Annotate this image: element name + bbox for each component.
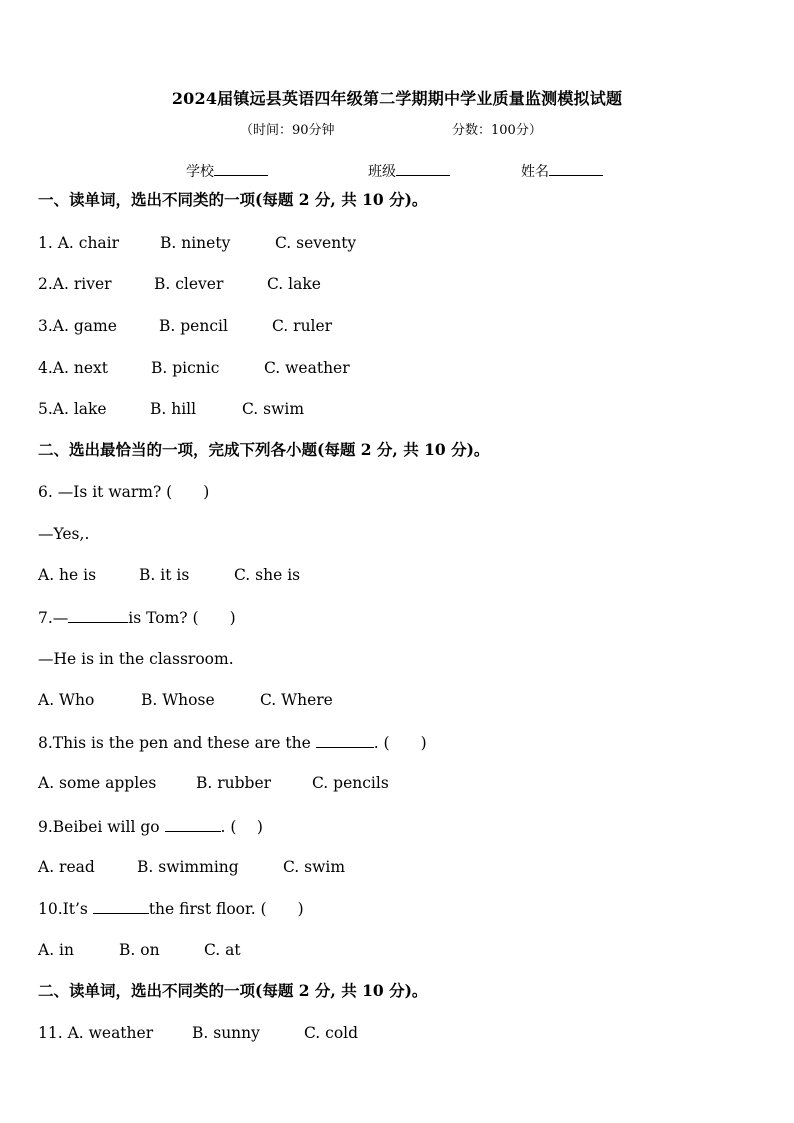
option-c: C. swim bbox=[242, 400, 305, 418]
option-c: C. at bbox=[204, 941, 241, 959]
stem-end: . ( ) bbox=[373, 734, 427, 752]
stem-start: 9.Beibei will go bbox=[38, 818, 165, 836]
question-number: 4. bbox=[38, 359, 53, 377]
option-b: B. on bbox=[119, 941, 160, 959]
question-10-options bbox=[38, 940, 738, 960]
option-a: A. some apples bbox=[38, 774, 157, 792]
option-a: A. in bbox=[38, 941, 74, 959]
option-b: B. hill bbox=[150, 400, 197, 418]
option-a: A. he is bbox=[38, 566, 97, 584]
option-c: C. pencils bbox=[312, 774, 389, 792]
class-label: 班级 bbox=[368, 164, 396, 180]
question-8-options bbox=[38, 773, 738, 793]
stem-end: the first floor. ( ) bbox=[148, 900, 304, 918]
class-field bbox=[368, 161, 450, 181]
section-2-heading: 二、选出最恰当的一项，完成下列各小题(每题 2 分, 共 10 分)。 bbox=[38, 440, 490, 459]
option-b: B. sunny bbox=[192, 1024, 260, 1042]
answer-blank[interactable] bbox=[68, 607, 128, 623]
class-blank[interactable] bbox=[396, 162, 450, 176]
option-b: B. rubber bbox=[196, 774, 272, 792]
question-number: 5. bbox=[38, 400, 53, 418]
question-3 bbox=[38, 316, 738, 336]
question-10-stem bbox=[38, 898, 304, 919]
name-blank[interactable] bbox=[549, 162, 603, 176]
option-c: C. cold bbox=[304, 1024, 359, 1042]
stem-start: 10.It’s bbox=[38, 900, 93, 918]
option-c: C. weather bbox=[264, 359, 350, 377]
exam-score: 分数：100分） bbox=[452, 123, 542, 138]
option-c: C. swim bbox=[283, 858, 346, 876]
option-c: C. seventy bbox=[275, 234, 357, 252]
option-a: A. river bbox=[52, 275, 112, 293]
section-1-heading: 一、读单词，选出不同类的一项(每题 2 分, 共 10 分)。 bbox=[38, 190, 428, 209]
option-a: A. game bbox=[52, 317, 117, 335]
stem-start: 7.— bbox=[38, 609, 69, 627]
question-number: 1. bbox=[38, 234, 58, 252]
section-3-heading: 二、读单词，选出不同类的一项(每题 2 分, 共 10 分)。 bbox=[38, 981, 428, 1000]
question-6-options bbox=[38, 565, 738, 585]
question-number: 2. bbox=[38, 275, 53, 293]
question-8-stem bbox=[38, 732, 427, 753]
stem-start: 8.This is the pen and these are the bbox=[38, 734, 316, 752]
question-4 bbox=[38, 358, 738, 378]
question-7-stem bbox=[38, 607, 236, 628]
school-field bbox=[186, 161, 268, 181]
option-b: B. it is bbox=[139, 566, 190, 584]
option-b: B. Whose bbox=[141, 691, 215, 709]
question-number: 3. bbox=[38, 317, 53, 335]
stem-end: . ( ) bbox=[220, 818, 263, 836]
stem-end: is Tom? ( ) bbox=[128, 609, 236, 627]
option-a: A. weather bbox=[67, 1024, 154, 1042]
question-7-options bbox=[38, 690, 738, 710]
question-9-options bbox=[38, 857, 738, 877]
question-9-stem bbox=[38, 816, 263, 837]
option-c: C. ruler bbox=[272, 317, 333, 335]
option-b: B. clever bbox=[154, 275, 224, 293]
question-11 bbox=[38, 1023, 738, 1043]
answer-blank[interactable] bbox=[165, 816, 221, 832]
question-number: 11. bbox=[38, 1024, 68, 1042]
question-2 bbox=[38, 274, 738, 294]
option-b: B. swimming bbox=[137, 858, 239, 876]
question-7-answer: —He is in the classroom. bbox=[38, 650, 234, 668]
option-b: B. ninety bbox=[160, 234, 231, 252]
answer-blank[interactable] bbox=[316, 732, 374, 748]
question-6-answer: —Yes,. bbox=[38, 525, 90, 543]
name-field bbox=[521, 161, 603, 181]
option-b: B. pencil bbox=[159, 317, 228, 335]
name-label: 姓名 bbox=[521, 164, 549, 180]
question-1 bbox=[38, 233, 738, 253]
question-6-stem: 6. —Is it warm? ( ) bbox=[38, 483, 210, 501]
page-title: 2024届镇远县英语四年级第二学期期中学业质量监测模拟试题 bbox=[171, 89, 623, 108]
option-a: A. lake bbox=[52, 400, 107, 418]
option-c: C. lake bbox=[267, 275, 321, 293]
exam-time: （时间：90分钟 bbox=[240, 123, 335, 138]
option-a: A. chair bbox=[57, 234, 120, 252]
option-b: B. picnic bbox=[151, 359, 220, 377]
option-c: C. Where bbox=[260, 691, 333, 709]
question-5 bbox=[38, 399, 738, 419]
option-a: A. next bbox=[52, 359, 108, 377]
option-c: C. she is bbox=[234, 566, 301, 584]
school-label: 学校 bbox=[186, 164, 214, 180]
option-a: A. read bbox=[38, 858, 95, 876]
answer-blank[interactable] bbox=[93, 898, 149, 914]
school-blank[interactable] bbox=[214, 162, 268, 176]
option-a: A. Who bbox=[38, 691, 95, 709]
